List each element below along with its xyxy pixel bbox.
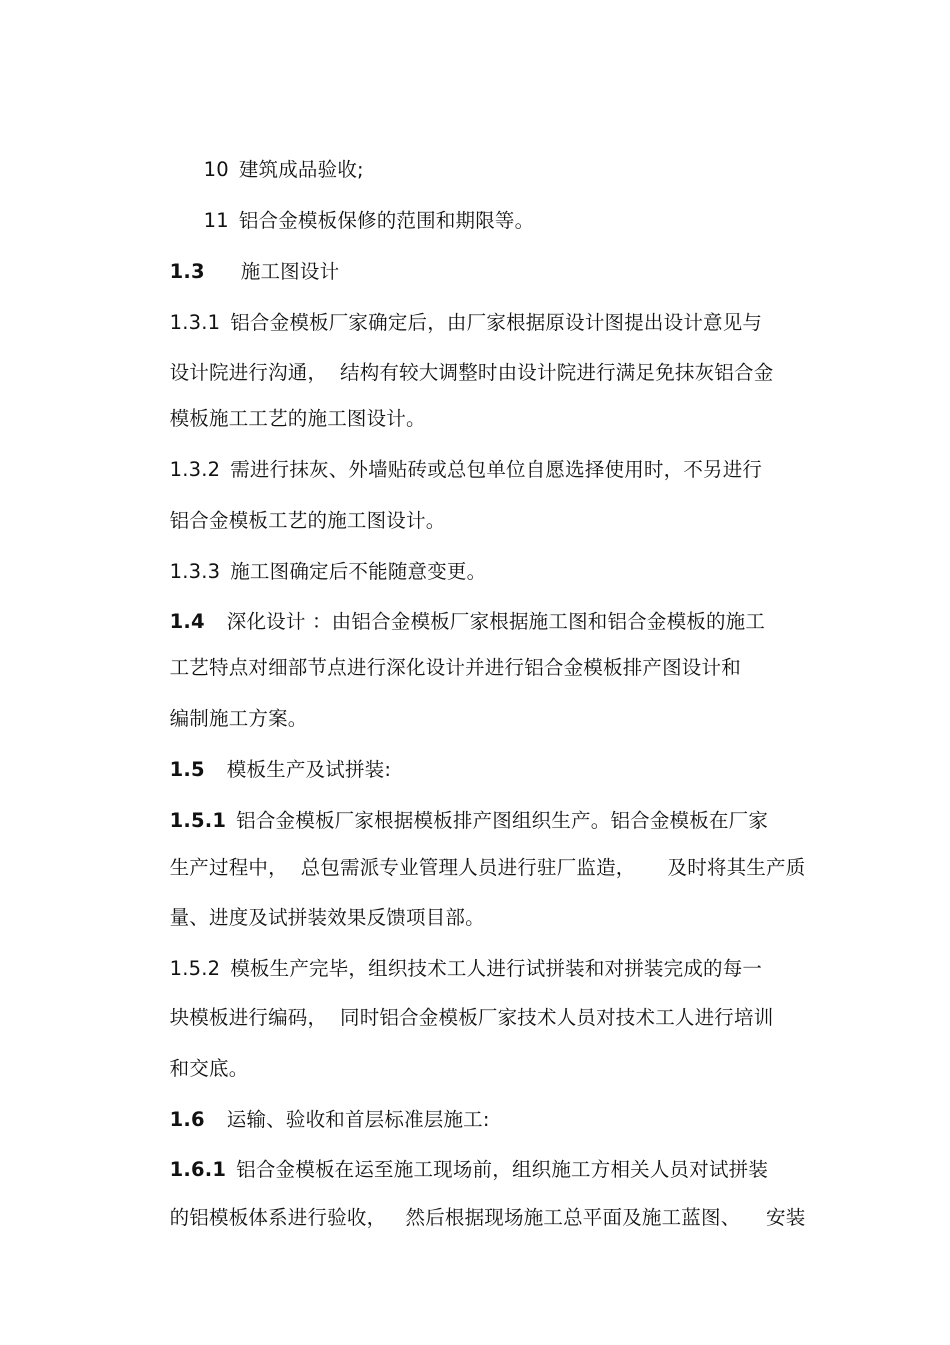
paragraph-text: 铝合金模板工艺的施工图设计。	[169, 509, 446, 532]
section-number: 1.6	[169, 1108, 205, 1131]
section-number: 1.3.2	[169, 458, 221, 481]
paragraph-text: 工艺特点对细部节点进行深化设计并进行铝合金模板排产图设计和	[169, 656, 741, 679]
section-number: 1.5.1	[169, 809, 227, 832]
paragraph-text: 和交底。	[169, 1057, 249, 1080]
paragraph-text: 的铝模板体系进行验收， 然后根据现场施工总平面及施工蓝图、 安装	[169, 1206, 806, 1229]
paragraph-text: 需进行抹灰、外墙贴砖或总包单位自愿选择使用时，不另进行	[230, 458, 763, 481]
section-number: 1.3.1	[169, 311, 221, 334]
paragraph-text: 块模板进行编码， 同时铝合金模板厂家技术人员对技术工人进行培训	[169, 1006, 774, 1029]
paragraph-text: 施工图确定后不能随意变更。	[230, 560, 487, 583]
item-number: 11	[203, 209, 229, 232]
section-number: 1.3.3	[169, 560, 221, 583]
section-number: 1.4	[169, 610, 205, 633]
section-title: 施工图设计	[240, 260, 340, 283]
item-text: 建筑成品验收;	[238, 158, 364, 181]
section-number: 1.6.1	[169, 1158, 227, 1181]
paragraph-text: 模板施工工艺的施工图设计。	[169, 407, 426, 430]
paragraph-line	[144, 1179, 805, 1257]
paragraph-text: 编制施工方案。	[169, 707, 308, 730]
paragraph-text: 模板生产完毕，组织技术工人进行试拼装和对拼装完成的每一	[230, 957, 763, 980]
item-text: 铝合金模板保修的范围和期限等。	[238, 209, 535, 232]
paragraph-text: 量、进度及试拼装效果反馈项目部。	[169, 906, 485, 929]
section-number: 1.3	[169, 260, 205, 283]
section-number: 1.5.2	[169, 957, 221, 980]
paragraph-text: 铝合金模板厂家根据模板排产图组织生产。铝合金模板在厂家	[236, 809, 769, 832]
paragraph-text: 设计院进行沟通， 结构有较大调整时由设计院进行满足免抹灰铝合金	[169, 361, 774, 384]
paragraph-text: 铝合金模板在运至施工现场前，组织施工方相关人员对试拼装	[236, 1158, 769, 1181]
paragraph-text: 深化设计 ：由铝合金模板厂家根据施工图和铝合金模板的施工	[226, 610, 766, 633]
paragraph-text: 生产过程中， 总包需派专业管理人员进行驻厂监造， 及时将其生产质	[169, 856, 806, 879]
section-title: 模板生产及试拼装:	[226, 758, 392, 781]
item-number: 10	[203, 158, 229, 181]
section-title: 运输、验收和首层标准层施工:	[226, 1108, 490, 1131]
section-number: 1.5	[169, 758, 205, 781]
paragraph-text: 铝合金模板厂家确定后，由厂家根据原设计图提出设计意见与	[230, 311, 763, 334]
